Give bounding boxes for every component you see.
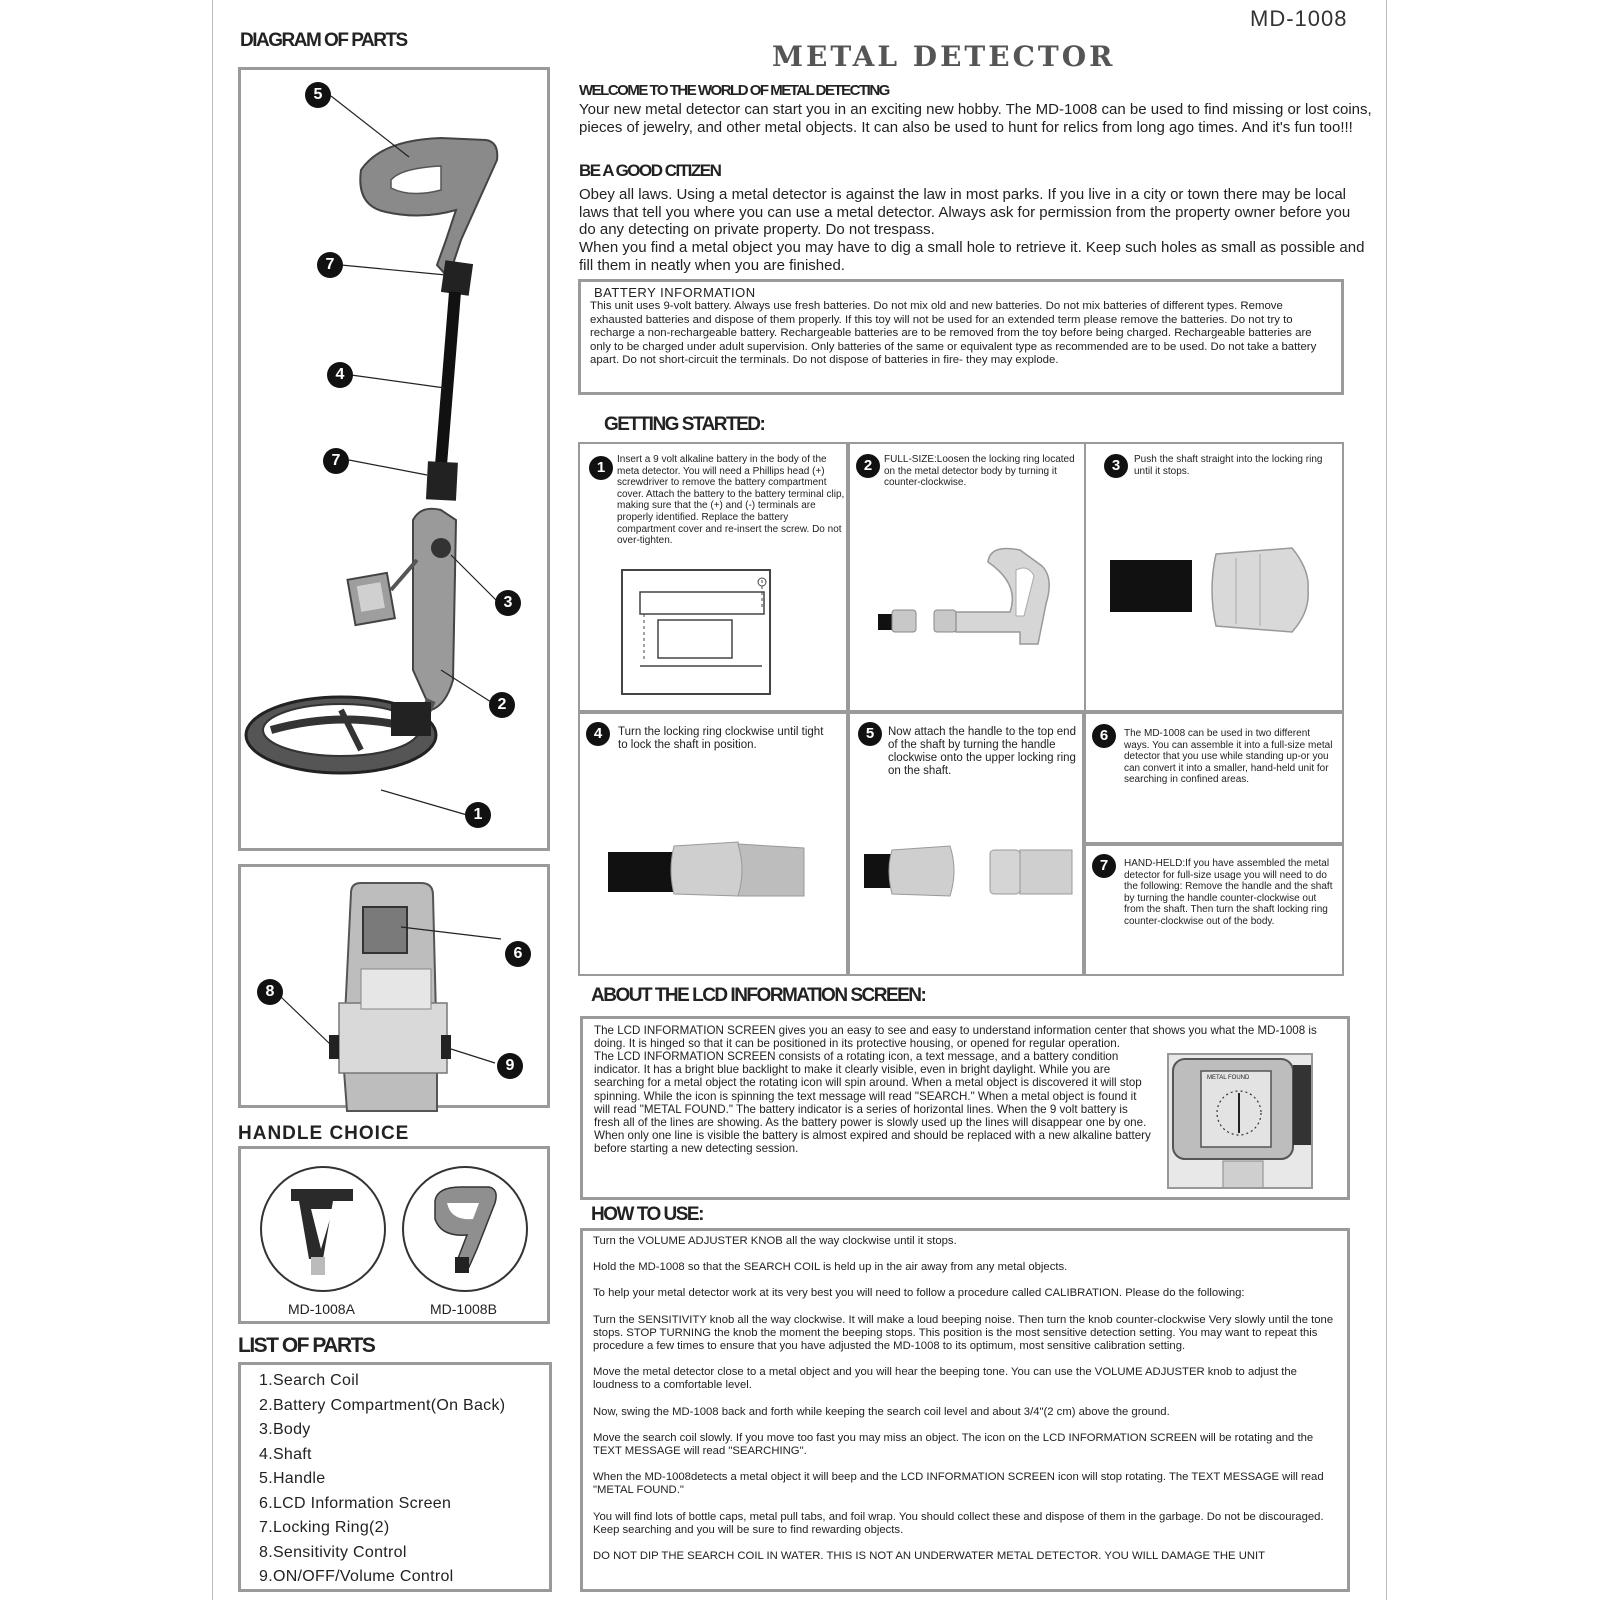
callout-7-lower: 7 <box>323 448 349 474</box>
sensitivity-knob <box>329 1035 339 1059</box>
battery-install-illustration <box>622 570 772 696</box>
step-text: Now attach the handle to the top end of the shaft by turning the handle clockwise onto the upper locking ring on the shaft. <box>888 726 1076 777</box>
step-text: Turn the locking ring clockwise until tight to lock the shaft in position. <box>618 726 824 751</box>
citizen-body-1: Obey all laws. Using a metal detector is against the law in most parks. If you live in a city or town there may be local laws that tell you where you can use a metal detector. Always ask for permission from the property owner before you do any detecting on private property. Do not trespass. <box>579 186 1351 238</box>
howto-paragraph: Move the metal detector close to a metal object and you will hear the beeping tone. You can use the VOLUME ADJUSTER knob to adjust the loudness to a comfortable level. <box>593 1366 1297 1392</box>
parts-list <box>259 1369 505 1590</box>
parts-list-item: 4.Shaft <box>259 1445 312 1463</box>
callout-6: 6 <box>505 941 531 967</box>
detector-body <box>413 509 456 710</box>
step-text: FULL-SIZE:Loosen the locking ring located on the metal detector body by turning it counter-clockwise. <box>884 454 1075 489</box>
lcd-intro: The LCD INFORMATION SCREEN gives you an easy to see and easy to understand information center that shows you what the MD-1008 is doing. It is hinged so that it can be positioned in its protective housing, or opened for regular operation. <box>594 1024 1317 1051</box>
step-5-panel <box>848 712 1084 976</box>
step-1-panel <box>578 442 848 712</box>
locking-ring-upper <box>441 260 473 296</box>
handle-choice-heading: HANDLE CHOICE <box>238 1123 410 1144</box>
battery-body: This unit uses 9-volt battery. Always use fresh batteries. Do not mix old and new batteries. Do not mix batteries of different types. Remove exhausted batteries and dispose of them properly. If this toy will not be used for an extended term please remove the batteries. Do not try to recharge a non-rechargeable battery. Rechargeable batteries are to be removed from the toy before being charged. Rechargeable batteries are only to be charged under adult supervision. Only batteries of the same or equivalent type as recommended are to be used. Do not take a battery apart. Do not short-circuit the terminals. Do not dispose of batteries in fire- they may explode. <box>590 300 1317 367</box>
step-number: 7 <box>1092 854 1116 878</box>
parts-list-item: 8.Sensitivity Control <box>259 1543 407 1561</box>
callout-3: 3 <box>495 590 521 616</box>
howto-paragraph: You will find lots of bottle caps, metal pull tabs, and foil wrap. You should collect these and dispose of them in the garbage. Do not be discouraged. Keep searching and you will be sure to find rewarding objects. <box>593 1510 1324 1536</box>
howto-heading: HOW TO USE: <box>591 1204 703 1225</box>
getting-started-heading: GETTING STARTED: <box>604 414 765 435</box>
callout-1: 1 <box>465 802 491 828</box>
parts-list-item: 5.Handle <box>259 1470 326 1487</box>
howto-box <box>580 1228 1350 1592</box>
step-number: 2 <box>856 454 880 478</box>
battery-info-box <box>578 279 1344 395</box>
howto-paragraph: Hold the MD-1008 so that the SEARCH COIL is held up in the air away from any metal objects. <box>593 1261 1068 1274</box>
step-text: Push the shaft straight into the locking ring until it stops. <box>1134 454 1323 477</box>
step-7-panel <box>1084 844 1344 976</box>
parts-list-item: 6.LCD Information Screen <box>259 1494 452 1512</box>
handle-option-a: MD-1008A <box>288 1301 355 1317</box>
lcd-screen <box>363 907 407 953</box>
callout-2: 2 <box>489 692 515 718</box>
step-number: 6 <box>1092 724 1116 748</box>
lcd-photo <box>1167 1053 1313 1189</box>
handle-option-b: MD-1008B <box>430 1301 497 1317</box>
step-4-panel <box>578 712 848 976</box>
step-number: 5 <box>858 722 882 746</box>
parts-list-item: 9.ON/OFF/Volume Control <box>259 1568 454 1585</box>
volume-knob <box>441 1035 451 1059</box>
howto-paragraph: To help your metal detector work at its very best you will need to follow a procedure called CALIBRATION. Please do the following: <box>593 1287 1245 1300</box>
lcd-screen-text: METAL FOUND <box>1207 1075 1250 1081</box>
parts-list-item: 3.Body <box>259 1421 311 1438</box>
callout-4: 4 <box>327 362 353 388</box>
left-page-edge <box>212 0 213 1600</box>
lcd-body: The LCD INFORMATION SCREEN consists of a rotating icon, a text message, and a battery condition indicator. It has a bright blue backlight to make it clearly visible, even in bright daylight. While you are searching for a metal object the rotating icon will spin around. When a metal object is discovered it will stop spinning. While the icon is spinning the text message will read "SEARCH." When a metal object is found it will read "METAL FOUND." The battery indicator is a series of horizontal lines. When the 9 volt battery is fresh all of the lines are showing. As the battery power is slowly used up the lines will disappear one by one. When only one line is visible the battery is almost expired and should be replaced with a new alkaline battery before starting a new detecting session. <box>594 1050 1151 1156</box>
howto-paragraph: Move the search coil slowly. If you move too fast you may miss an object. The icon on the LCD INFORMATION SCREEN will be rotating and the TEXT MESSAGE will read "SEARCHING". <box>593 1431 1314 1458</box>
handle-attach-illustration <box>864 840 1074 910</box>
parts-list-box <box>238 1362 552 1592</box>
step-text: HAND-HELD:If you have assembled the metal detector for full-size usage you will need to do the following: Remove the handle and the shaft by turning the handle counter-clockwise out from the shaft. Then turn the shaft locking ring counter-clockwise out of the body. <box>1124 858 1333 927</box>
right-page-edge <box>1386 0 1387 1600</box>
callout-5: 5 <box>305 82 331 108</box>
callout-9: 9 <box>497 1053 523 1079</box>
handle-choice-box <box>238 1146 550 1324</box>
handle-unlock-illustration <box>870 544 1070 664</box>
step-number: 1 <box>589 456 613 480</box>
shaft-push-illustration <box>1110 540 1330 650</box>
parts-list-heading: LIST OF PARTS <box>238 1334 375 1357</box>
step-number: 4 <box>586 722 610 746</box>
lcd-controls-box <box>238 864 550 1108</box>
metal-detector-illustration <box>241 70 553 854</box>
parts-list-item: 7.Locking Ring(2) <box>259 1519 390 1536</box>
parts-list-item: 1.Search Coil <box>259 1372 359 1389</box>
step-3-panel <box>1084 442 1344 712</box>
shaft <box>441 292 455 465</box>
howto-warning: DO NOT DIP THE SEARCH COIL IN WATER. THIS IS NOT AN UNDERWATER METAL DETECTOR. YOU WILL DAMAGE THE UNIT <box>593 1550 1266 1563</box>
diagram-heading: DIAGRAM OF PARTS <box>240 30 407 51</box>
citizen-heading: BE A GOOD CITIZEN <box>579 161 721 180</box>
parts-list-item: 2.Battery Compartment(On Back) <box>259 1396 506 1414</box>
callout-8: 8 <box>257 979 283 1005</box>
step-text: The MD-1008 can be used in two different ways. You can assemble it into a full-size metal detector that you use while standing up-or you can convert it into a smaller, hand-held unit for searching in confined areas. <box>1124 728 1333 786</box>
welcome-body: Your new metal detector can start you in an exciting new hobby. The MD-1008 can be used to find missing or lost coins, pieces of jewelry, and other metal objects. It can also be used to hunt for relics from long ago times. And it's fun too!!! <box>579 101 1372 136</box>
howto-paragraph: Now, swing the MD-1008 back and forth while keeping the search coil level and about 3/4"(2 cm) above the ground. <box>593 1405 1170 1418</box>
lcd-info-box <box>580 1016 1350 1200</box>
step-6-panel <box>1084 712 1344 844</box>
lcd-heading: ABOUT THE LCD INFORMATION SCREEN: <box>591 985 926 1006</box>
step-number: 3 <box>1104 454 1128 478</box>
step-text: Insert a 9 volt alkaline battery in the body of the meta detector. You will need a Phillips head (+) screwdriver to remove the battery compartment cover. Attach the battery to the battery terminal clip, making sure that the (+) and (-) terminals are properly identified. Replace the battery compartment cover and re-insert the screw. Do not over-tighten. <box>617 454 845 547</box>
step-2-panel <box>848 442 1118 712</box>
citizen-body-2: When you find a metal object you may have to dig a small hole to retrieve it. Keep such holes as small as possible and fill them in neatly when you are finished. <box>579 239 1365 274</box>
welcome-heading: WELCOME TO THE WORLD OF METAL DETECTING <box>579 82 889 99</box>
locking-ring-lower <box>426 461 458 501</box>
handle-shape <box>360 138 497 275</box>
model-number: MD-1008 <box>1250 6 1348 31</box>
callout-7-upper: 7 <box>317 252 343 278</box>
howto-paragraph: Turn the SENSITIVITY knob all the way clockwise. It will make a loud beeping noise. Then turn the knob counter-clockwise Very slowly until the tone stops. STOP TURNING the knob the moment the beeping stops. This position is the most sensitive detection setting. You may want to repeat this procedure a few times to ensure that you have adjusted the MD-1008 to its optimum, most sensitive calibration setting. <box>593 1313 1334 1353</box>
diagram-box <box>238 67 550 851</box>
shaft-lock-illustration <box>608 830 808 910</box>
howto-paragraph: When the MD-1008detects a metal object it will beep and the LCD INFORMATION SCREEN icon will stop rotating. The TEXT MESSAGE will read "METAL FOUND." <box>593 1471 1324 1497</box>
page-title: METAL DETECTOR <box>772 40 1116 73</box>
howto-paragraph: Turn the VOLUME ADJUSTER KNOB all the way clockwise until it stops. <box>593 1235 957 1247</box>
battery-heading: BATTERY INFORMATION <box>594 285 756 300</box>
